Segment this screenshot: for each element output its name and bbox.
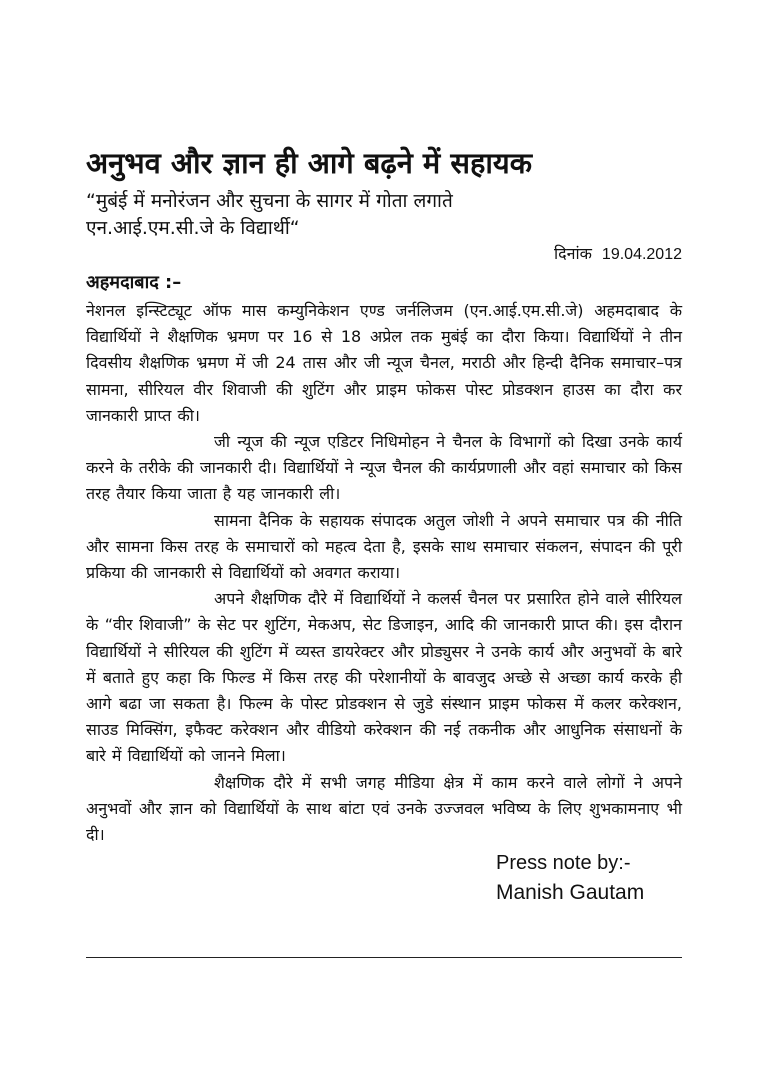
paragraph-intro: नेशनल इन्स्टिट्यूट ऑफ मास कम्युनिकेशन एण्ड जर्नलिजम (एन.आई.एम.सी.जे) अहमदाबाद के विद्यार्थियों ने शैक्षणिक भ्रमण पर 16 से 18 अप्रेल तक मुबंई का दौरा किया। विद्यार्थियों ने तीन दिवसीय शैक्षणिक भ्रमण में जी 24 तास और जी न्यूज चैनल, मराठी और हिन्दी दैनिक समाचार–पत्र सामना, सीरियल वीर शिवाजी की शुटिंग और प्राइम फोकस पोस्ट प्रोडक्शन हाउस का दौरा कर जानकारी प्राप्त की। [86,301,682,425]
paragraph-zee-news: जी न्यूज की न्यूज एडिटर निधिमोहन ने चैनल के विभागों को दिखा उनके कार्य करने के तरीके की जानकारी दी। विद्यार्थियों ने न्यूज चैनल की कार्यप्रणाली और वहां समाचार को किस तरह तैयार किया जाता है यह जानकारी ली। [86,432,682,504]
paragraph-closing: शैक्षणिक दौरे में सभी जगह मीडिया क्षेत्र में काम करने वाले लोगों ने अपने अनुभवों और ज्ञान को विद्यार्थियों के साथ बांटा एवं उनके उज्जवल भविष्य के लिए शुभकामनाए भी दी। [86,772,682,845]
date-value: 19.04.2012 [601,246,682,263]
subheadline-line-1: “मुबंई में मनोरंजन और सुचना के सागर में गोता लगाते [86,190,453,212]
subheadline [86,188,682,242]
dateline-city: अहमदाबाद :– [86,272,182,293]
date-label: दिनांक [553,244,592,263]
paragraph-saamana: सामना दैनिक के सहायक संपादक अतुल जोशी ने अपने समाचार पत्र की नीति और सामना किस तरह के समाचारों को महत्व देता है, इसके साथ समाचार संकलन, संपादन की पूरी प्रकिया की जानकारी से विद्यार्थियों को अवगत कराया। [86,510,682,583]
headline: अनुभव और ज्ञान ही आगे बढ़ने में सहायक [86,146,532,180]
date-row [86,243,682,266]
subheadline-line-2: एन.आई.एम.सी.जे के विद्यार्थी“ [86,217,300,239]
bottom-divider [86,957,682,958]
press-note-label: Press note by:- [496,852,631,875]
author-name: Manish Gautam [496,881,645,905]
paragraph-veer-shivaji: अपने शैक्षणिक दौरे में विद्यार्थियों ने कलर्स चैनल पर प्रसारित होने वाले सीरियल के “वीर शिवाजी” के सेट पर शुटिंग, मेकअप, सेट डिजाइन, आदि की जानकारी प्राप्त की। इस दौरान विद्यार्थियों ने सीरियल की शुटिंग में व्यस्त डायरेक्टर और प्रोड्युसर ने उनके कार्य और अनुभवों के बारे में बताते हुए कहा कि फिल्ड में किस तरह की परेशानीयों के बावजुद अच्छे से अच्छा कार्य करके ही आगे बढा जा सकता है। फिल्म के पोस्ट प्रोडक्शन से जुडे संस्थान प्राइम फोकस में कलर करेक्शन, साउड मिक्सिंग, इफैक्ट करेक्शन और वीडियो करेक्शन की नई तकनीक और आधुनिक संसाधनों के बारे में विद्यार्थियों को जानने मिला। [86,589,682,766]
press-note-body [86,142,682,908]
signature-block [496,849,682,908]
